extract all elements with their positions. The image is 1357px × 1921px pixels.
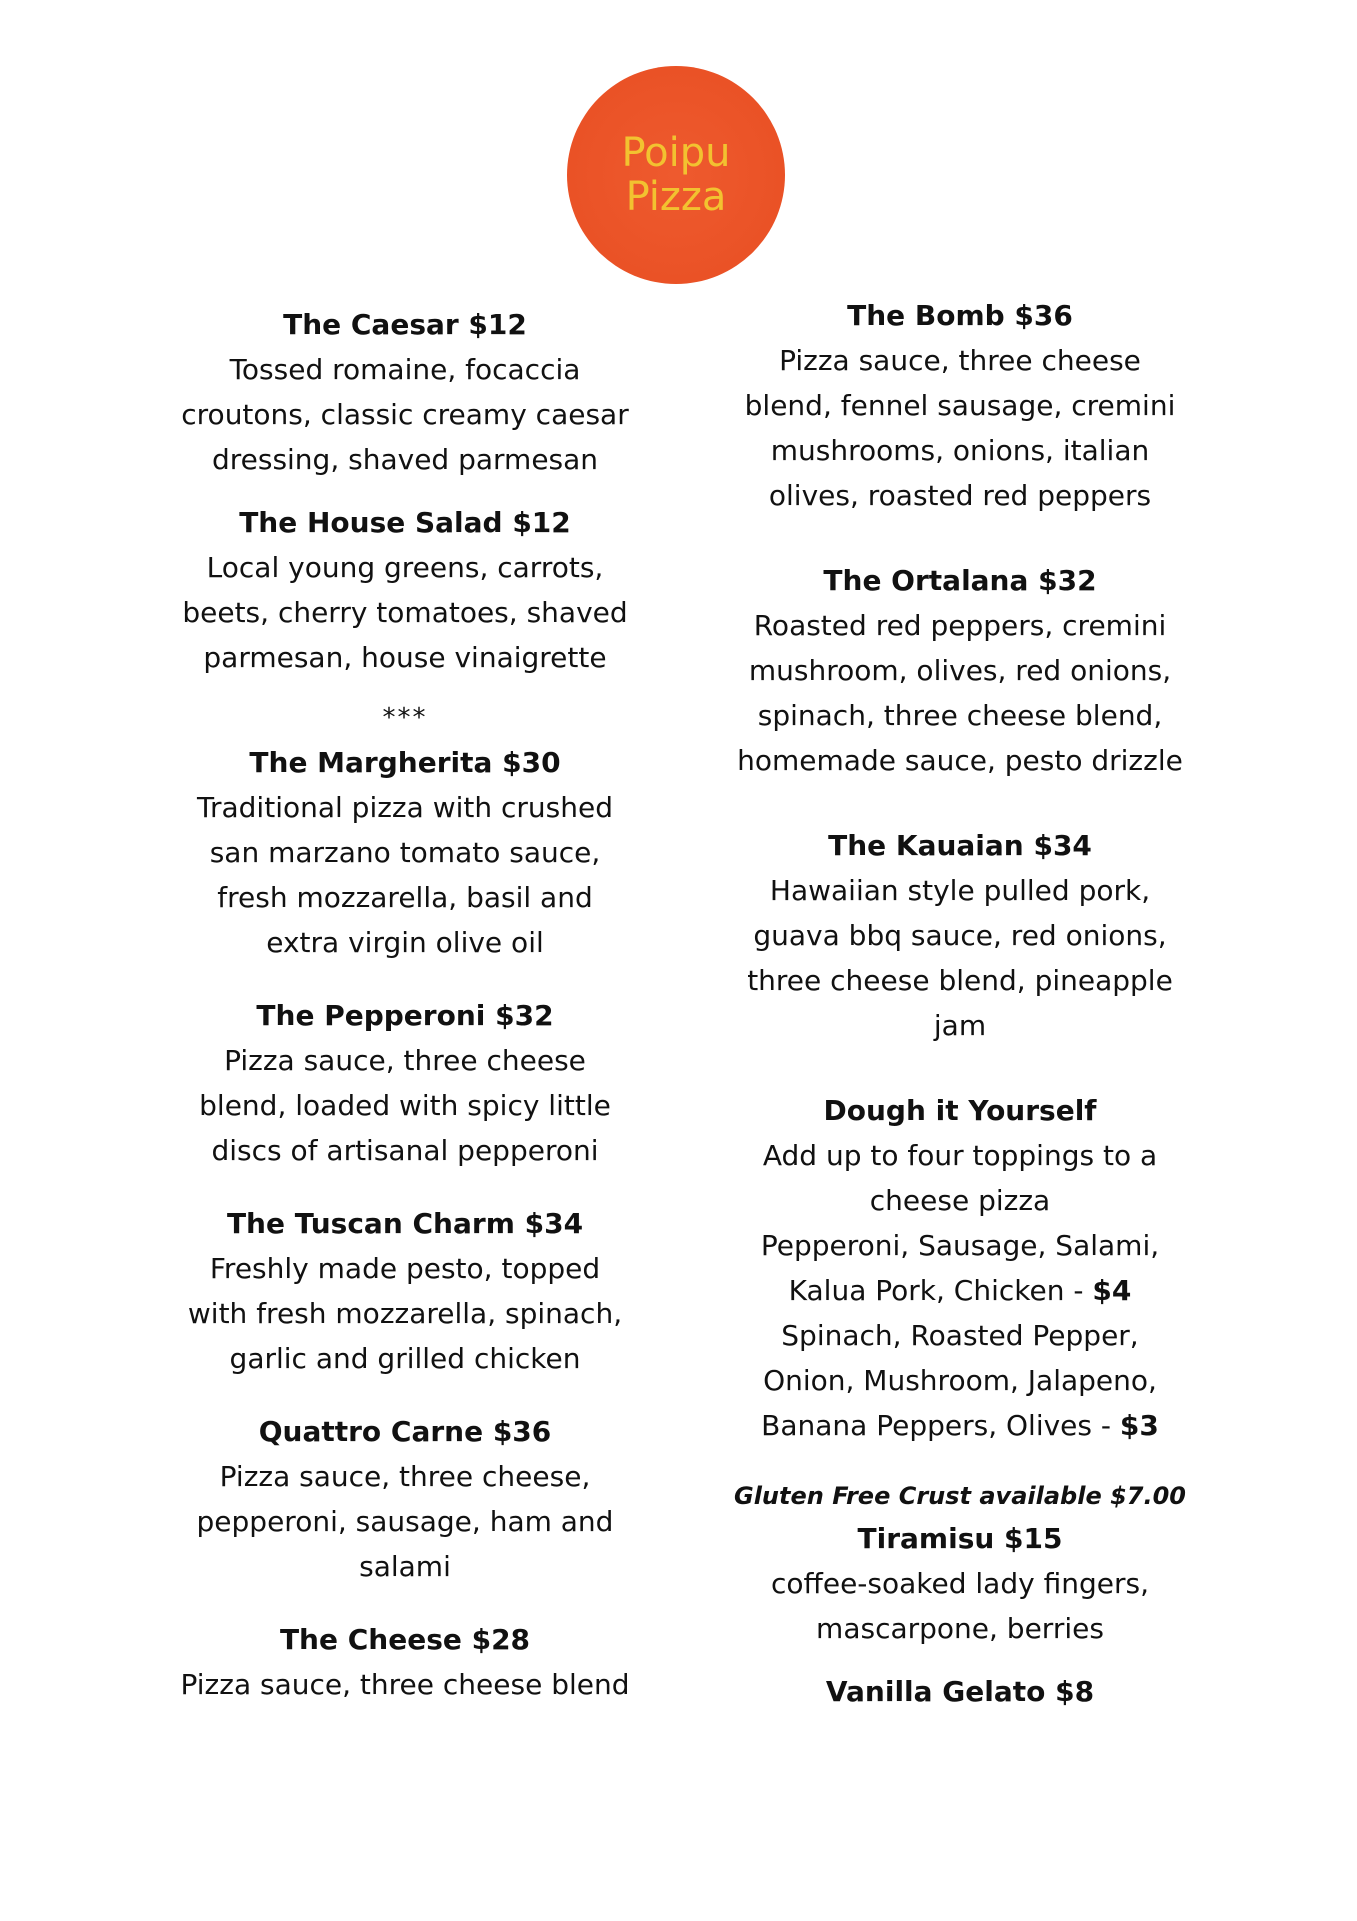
- menu-item-vanilla-gelato: [700, 1669, 1220, 1714]
- menu-item-caesar: [150, 302, 660, 482]
- item-desc-line: homemade sauce, pesto drizzle: [737, 744, 1183, 777]
- item-name: Quattro Carne $36: [258, 1415, 552, 1448]
- topping-group-1-price: $4: [1092, 1274, 1132, 1307]
- item-name: Dough it Yourself: [823, 1094, 1097, 1127]
- menu-item-tiramisu: [700, 1516, 1220, 1651]
- menu-left-column: [150, 302, 660, 1707]
- menu-item-bomb: [700, 293, 1220, 518]
- topping-group-2-line: Onion, Mushroom, Jalapeno,: [763, 1364, 1157, 1397]
- item-desc-line: mushroom, olives, red onions,: [748, 654, 1172, 687]
- item-desc-line: beets, cherry tomatoes, shaved: [182, 596, 628, 629]
- item-desc-line: guava bbq sauce, red onions,: [753, 919, 1167, 952]
- item-desc-line: salami: [359, 1550, 451, 1583]
- item-name: The Bomb $36: [847, 299, 1073, 332]
- item-desc-line: mushrooms, onions, italian: [770, 434, 1150, 467]
- item-desc-line: with fresh mozzarella, spinach,: [187, 1297, 623, 1330]
- section-divider: ***: [382, 703, 428, 733]
- item-desc-line: extra virgin olive oil: [266, 926, 544, 959]
- item-desc-line: olives, roasted red peppers: [768, 479, 1152, 512]
- item-desc-line: jam: [933, 1009, 987, 1042]
- item-desc-line: Pizza sauce, three cheese blend: [180, 1668, 630, 1701]
- item-desc-line: blend, fennel sausage, cremini: [744, 389, 1176, 422]
- item-desc-line: Pizza sauce, three cheese,: [219, 1460, 591, 1493]
- menu-item-margherita: [150, 740, 660, 965]
- item-desc-line: Tossed romaine, focaccia: [229, 353, 581, 386]
- item-desc-line: three cheese blend, pineapple: [747, 964, 1173, 997]
- item-name: The Pepperoni $32: [256, 999, 554, 1032]
- logo-line-1: Poipu: [621, 130, 731, 176]
- item-name: The Cheese $28: [279, 1623, 531, 1656]
- item-name: The Ortalana $32: [823, 564, 1097, 597]
- menu-item-tuscan-charm: [150, 1201, 660, 1381]
- menu-item-dough-it-yourself: [700, 1088, 1220, 1448]
- item-desc-line: garlic and grilled chicken: [229, 1342, 581, 1375]
- item-desc-line: Add up to four toppings to a: [762, 1139, 1158, 1172]
- item-desc-line: Local young greens, carrots,: [206, 551, 604, 584]
- topping-group-1-line: Pepperoni, Sausage, Salami,: [760, 1229, 1160, 1262]
- item-desc-line: blend, loaded with spicy little: [199, 1089, 611, 1122]
- menu-item-pepperoni: [150, 993, 660, 1173]
- item-desc-line: pepperoni, sausage, ham and: [196, 1505, 614, 1538]
- menu-item-quattro-carne: [150, 1409, 660, 1589]
- topping-group-2-text: Banana Peppers, Olives -: [761, 1409, 1120, 1442]
- item-name: The House Salad $12: [239, 506, 571, 539]
- logo-line-2: Pizza: [625, 174, 727, 220]
- item-desc-line: coffee-soaked lady fingers,: [771, 1567, 1149, 1600]
- item-desc-line: discs of artisanal pepperoni: [211, 1134, 599, 1167]
- item-desc-line: Traditional pizza with crushed: [197, 791, 613, 824]
- item-name: The Caesar $12: [283, 308, 527, 341]
- item-name: Vanilla Gelato $8: [825, 1675, 1095, 1708]
- item-desc-line: mascarpone, berries: [816, 1612, 1104, 1645]
- topping-group-2-line: Spinach, Roasted Pepper,: [781, 1319, 1139, 1352]
- item-desc-line: san marzano tomato sauce,: [209, 836, 601, 869]
- item-desc-line: croutons, classic creamy caesar: [181, 398, 629, 431]
- item-desc-line: Pizza sauce, three cheese: [224, 1044, 586, 1077]
- topping-group-1-text: Kalua Pork, Chicken -: [788, 1274, 1093, 1307]
- menu-item-cheese: [150, 1617, 660, 1707]
- poipu-pizza-logo: [567, 66, 785, 284]
- menu-item-kauaian: [700, 823, 1220, 1048]
- item-desc-line: Roasted red peppers, cremini: [753, 609, 1167, 642]
- item-desc-line: Pizza sauce, three cheese: [779, 344, 1141, 377]
- gluten-free-note: Gluten Free Crust available $7.00: [734, 1482, 1186, 1510]
- item-desc-line: dressing, shaved parmesan: [211, 443, 599, 476]
- menu-right-column: [700, 293, 1220, 1714]
- item-desc-line: Freshly made pesto, topped: [209, 1252, 601, 1285]
- item-name: The Tuscan Charm $34: [226, 1207, 584, 1240]
- topping-group-2-line: [700, 1403, 1220, 1448]
- topping-group-2-price: $3: [1119, 1409, 1159, 1442]
- item-desc-line: Hawaiian style pulled pork,: [769, 874, 1151, 907]
- item-desc-line: spinach, three cheese blend,: [757, 699, 1163, 732]
- item-name: The Kauaian $34: [828, 829, 1092, 862]
- topping-group-1-line: [700, 1268, 1220, 1313]
- item-name: Tiramisu $15: [857, 1522, 1063, 1555]
- menu-item-house-salad: [150, 500, 660, 680]
- menu-item-ortalana: [700, 558, 1220, 783]
- item-desc-line: parmesan, house vinaigrette: [203, 641, 607, 674]
- item-name: The Margherita $30: [249, 746, 561, 779]
- item-desc-line: cheese pizza: [869, 1184, 1051, 1217]
- item-desc-line: fresh mozzarella, basil and: [217, 881, 593, 914]
